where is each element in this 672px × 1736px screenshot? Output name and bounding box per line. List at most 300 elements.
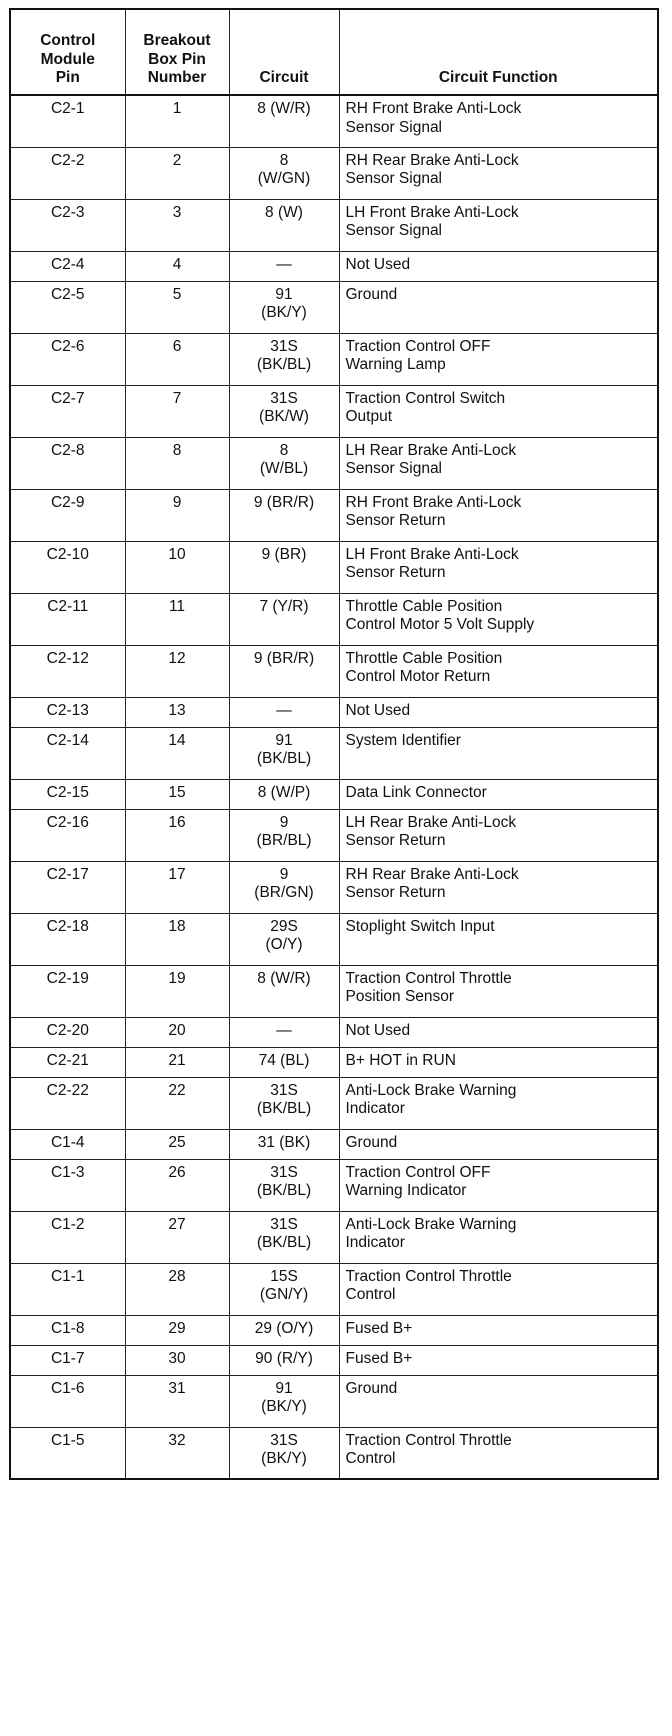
cell-breakout-box-pin-text: 16 [168,813,186,831]
cell-circuit-function-text: Sensor Signal [345,170,443,188]
cell-circuit-text: (BK/BL) [256,1100,312,1118]
cell-circuit-text: 8 (W/P) [257,783,311,801]
cell-control-module-pin-text: C2-22 [46,1081,89,1099]
cell-breakout-box-pin-text: 22 [168,1081,186,1099]
cell-circuit-function-text: Traction Control Throttle [345,969,512,987]
cell-control-module-pin-text: C1-8 [50,1319,85,1337]
cell-circuit-text: 31S [270,1431,298,1449]
cell-control-module-pin-text: C1-6 [50,1379,85,1397]
header-control-module-pin: Control Module Pin [10,9,125,95]
cell-circuit-function-text: Sensor Signal [345,460,443,478]
cell-control-module-pin [10,1077,125,1129]
cell-circuit [229,147,339,199]
cell-circuit [229,645,339,697]
cell-breakout-box-pin [125,1315,229,1345]
table-row [10,147,658,199]
cell-breakout-box-pin-text: 2 [172,151,182,169]
cell-circuit-function-text: RH Front Brake Anti-Lock [345,493,522,511]
cell-circuit [229,333,339,385]
cell-circuit-function-text: Traction Control Switch [345,389,506,407]
cell-control-module-pin-text: C2-12 [46,649,89,667]
header-row [10,9,658,95]
cell-control-module-pin [10,593,125,645]
cell-circuit [229,727,339,779]
cell-circuit-function [339,861,658,913]
cell-circuit-function-text: RH Front Brake Anti-Lock [345,100,522,117]
cell-control-module-pin [10,965,125,1017]
cell-breakout-box-pin-text: 10 [168,545,186,563]
table-row [10,437,658,489]
cell-control-module-pin-text: C2-10 [46,545,89,563]
cell-breakout-box-pin-text: 13 [168,701,186,719]
cell-circuit-function-text: Ground [345,1133,398,1151]
cell-circuit-text: (BK/BL) [256,356,312,374]
cell-circuit-function-text: Traction Control Throttle [345,1267,512,1285]
cell-control-module-pin-text: C2-2 [50,151,85,169]
cell-control-module-pin [10,1427,125,1479]
cell-circuit-text: — [276,701,292,719]
cell-circuit [229,385,339,437]
cell-breakout-box-pin [125,251,229,281]
cell-circuit-function-text: Sensor Signal [345,222,443,240]
cell-circuit [229,281,339,333]
cell-circuit-text: 31S [270,337,298,355]
header-breakout-box-pin: Breakout Box Pin Number [125,9,229,95]
cell-control-module-pin [10,1129,125,1159]
cell-breakout-box-pin-text: 3 [172,203,182,221]
cell-circuit-function-text: Traction Control Throttle [345,1431,512,1449]
cell-circuit-function [339,697,658,727]
cell-breakout-box-pin-text: 12 [168,649,186,667]
table-row [10,1017,658,1047]
cell-circuit-text: 31S [270,389,298,407]
cell-circuit-text: — [276,1021,292,1039]
cell-breakout-box-pin-text: 1 [172,100,182,117]
cell-circuit-text: 8 (W) [265,203,303,221]
cell-circuit-text: 31 (BK) [257,1133,311,1151]
cell-circuit-text: 9 (BR/R) [253,649,315,667]
cell-circuit-function [339,147,658,199]
cell-breakout-box-pin-text: 30 [168,1349,186,1367]
cell-circuit-text: 29 (O/Y) [254,1319,314,1337]
cell-circuit [229,1077,339,1129]
cell-circuit-function-text: Fused B+ [345,1349,413,1367]
cell-breakout-box-pin [125,913,229,965]
cell-circuit-function-text: LH Rear Brake Anti-Lock [345,441,517,459]
cell-breakout-box-pin-text: 29 [168,1319,186,1337]
cell-circuit [229,1159,339,1211]
table-row [10,1315,658,1345]
cell-breakout-box-pin-text: 32 [168,1431,186,1449]
cell-circuit-function-text: Sensor Return [345,512,446,530]
cell-circuit-text: (GN/Y) [259,1286,309,1304]
cell-circuit-text: (BK/BL) [256,750,312,768]
cell-circuit [229,809,339,861]
cell-circuit-function [339,251,658,281]
cell-control-module-pin-text: C2-19 [46,969,89,987]
cell-control-module-pin [10,1375,125,1427]
cell-circuit-function [339,281,658,333]
cell-control-module-pin-text: C2-5 [50,285,85,303]
cell-control-module-pin [10,645,125,697]
cell-circuit [229,199,339,251]
cell-circuit-function-text: Ground [345,1379,398,1397]
cell-circuit-text: 8 [279,151,289,169]
cell-circuit-text: (BK/Y) [261,1398,307,1416]
cell-control-module-pin-text: C1-3 [50,1163,85,1181]
table-row [10,281,658,333]
cell-breakout-box-pin [125,1077,229,1129]
cell-control-module-pin-text: C2-4 [50,255,85,273]
cell-circuit-text: (BK/BL) [256,1234,312,1252]
cell-breakout-box-pin [125,697,229,727]
cell-circuit-function-text: Control [345,1450,396,1468]
cell-circuit-function [339,541,658,593]
cell-breakout-box-pin-text: 7 [172,389,182,407]
cell-control-module-pin [10,251,125,281]
cell-circuit [229,1047,339,1077]
cell-breakout-box-pin [125,541,229,593]
cell-circuit-function-text: B+ HOT in RUN [345,1051,456,1069]
cell-circuit [229,437,339,489]
cell-control-module-pin-text: C2-8 [50,441,85,459]
cell-control-module-pin [10,697,125,727]
cell-circuit-function-text: Output [345,408,393,426]
cell-circuit [229,1129,339,1159]
cell-circuit [229,1375,339,1427]
cell-circuit [229,779,339,809]
cell-control-module-pin-text: C2-18 [46,917,89,935]
cell-control-module-pin [10,727,125,779]
cell-breakout-box-pin [125,1017,229,1047]
cell-circuit-function-text: Indicator [345,1234,405,1252]
table-row [10,593,658,645]
cell-circuit-function [339,199,658,251]
cell-breakout-box-pin [125,147,229,199]
header-circuit-function: Circuit Function [339,9,658,95]
cell-control-module-pin [10,385,125,437]
cell-circuit-function [339,1047,658,1077]
table-row [10,727,658,779]
cell-breakout-box-pin-text: 5 [172,285,182,303]
cell-circuit-function-text: Indicator [345,1100,405,1118]
cell-circuit-text: — [276,255,292,273]
cell-circuit-text: 8 [279,441,289,459]
cell-control-module-pin [10,437,125,489]
cell-circuit-function [339,593,658,645]
cell-breakout-box-pin [125,1211,229,1263]
cell-circuit [229,913,339,965]
cell-breakout-box-pin [125,489,229,541]
cell-circuit-function-text: Ground [345,285,398,303]
pin-chart [9,8,657,1480]
cell-circuit-function [339,1263,658,1315]
cell-circuit-function [339,779,658,809]
cell-control-module-pin [10,95,125,147]
table-row [10,809,658,861]
cell-circuit [229,1017,339,1047]
cell-breakout-box-pin-text: 19 [168,969,186,987]
cell-breakout-box-pin-text: 26 [168,1163,186,1181]
cell-control-module-pin [10,1047,125,1077]
table-row [10,541,658,593]
table-row [10,1159,658,1211]
table-row [10,489,658,541]
cell-breakout-box-pin-text: 8 [172,441,182,459]
cell-circuit-function-text: RH Rear Brake Anti-Lock [345,865,519,883]
cell-circuit-text: (BR/BL) [256,832,312,850]
cell-circuit-text: 7 (Y/R) [259,597,309,615]
cell-circuit-text: (W/GN) [257,170,311,188]
cell-control-module-pin-text: C2-16 [46,813,89,831]
cell-circuit-text: 9 (BR) [261,545,307,563]
cell-control-module-pin [10,809,125,861]
cell-breakout-box-pin [125,333,229,385]
cell-breakout-box-pin [125,861,229,913]
cell-circuit-function [339,645,658,697]
cell-circuit-function-text: LH Front Brake Anti-Lock [345,545,519,563]
cell-control-module-pin-text: C2-20 [46,1021,89,1039]
cell-circuit-function-text: Warning Indicator [345,1182,467,1200]
cell-circuit-function-text: RH Rear Brake Anti-Lock [345,151,519,169]
cell-breakout-box-pin [125,95,229,147]
table-row [10,965,658,1017]
cell-circuit-function-text: Control Motor Return [345,668,491,686]
cell-control-module-pin [10,1315,125,1345]
cell-circuit-function-text: Not Used [345,255,411,273]
cell-circuit [229,861,339,913]
cell-breakout-box-pin [125,1263,229,1315]
cell-circuit-text: 91 [275,1379,293,1397]
cell-breakout-box-pin [125,1427,229,1479]
cell-control-module-pin [10,199,125,251]
cell-circuit-function-text: Sensor Return [345,884,446,902]
cell-circuit-text: 31S [270,1081,298,1099]
cell-control-module-pin-text: C2-13 [46,701,89,719]
cell-control-module-pin [10,913,125,965]
cell-breakout-box-pin-text: 27 [168,1215,186,1233]
table-row [10,251,658,281]
cell-breakout-box-pin-text: 9 [172,493,182,511]
cell-control-module-pin-text: C2-6 [50,337,85,355]
cell-breakout-box-pin-text: 15 [168,783,186,801]
table-row [10,1129,658,1159]
cell-circuit-function [339,809,658,861]
cell-control-module-pin-text: C2-7 [50,389,85,407]
cell-circuit-text: 9 (BR/R) [253,493,315,511]
cell-circuit-function [339,489,658,541]
cell-breakout-box-pin [125,593,229,645]
cell-circuit-text: (W/BL) [259,460,309,478]
cell-breakout-box-pin [125,437,229,489]
cell-control-module-pin [10,1263,125,1315]
cell-circuit-function [339,1315,658,1345]
cell-control-module-pin-text: C2-1 [50,100,85,117]
cell-circuit-function [339,1427,658,1479]
cell-circuit-text: 74 (BL) [258,1051,310,1069]
cell-circuit-function-text: Anti-Lock Brake Warning [345,1215,517,1233]
table-row [10,333,658,385]
cell-control-module-pin-text: C2-11 [47,597,89,615]
cell-breakout-box-pin [125,281,229,333]
table-row [10,913,658,965]
cell-breakout-box-pin [125,809,229,861]
cell-control-module-pin [10,541,125,593]
cell-control-module-pin [10,489,125,541]
cell-breakout-box-pin-text: 17 [168,865,186,883]
cell-circuit-function-text: Control [345,1286,396,1304]
cell-circuit [229,251,339,281]
cell-circuit-function [339,1159,658,1211]
cell-circuit-text: (BR/GN) [254,884,314,902]
cell-control-module-pin [10,861,125,913]
cell-control-module-pin-text: C2-15 [46,783,89,801]
cell-circuit [229,1315,339,1345]
cell-breakout-box-pin-text: 11 [168,597,186,615]
cell-circuit-function-text: Sensor Signal [345,118,443,136]
cell-circuit [229,1427,339,1479]
cell-circuit-function-text: Data Link Connector [345,783,487,801]
cell-breakout-box-pin-text: 28 [168,1267,186,1285]
cell-circuit-text: (BK/W) [259,408,309,426]
cell-breakout-box-pin [125,1375,229,1427]
cell-circuit-function [339,727,658,779]
cell-breakout-box-pin [125,779,229,809]
cell-circuit-function-text: Traction Control OFF [345,1163,491,1181]
cell-circuit-function-text: LH Front Brake Anti-Lock [345,203,519,221]
table-row [10,385,658,437]
cell-circuit-text: 8 (W/R) [257,100,311,117]
cell-circuit-text: (BK/Y) [261,1450,307,1468]
cell-circuit-function [339,1345,658,1375]
cell-circuit-text: (BK/Y) [261,304,307,322]
cell-control-module-pin-text: C1-4 [50,1133,85,1151]
cell-circuit [229,541,339,593]
cell-breakout-box-pin [125,727,229,779]
cell-circuit-text: 31S [270,1215,298,1233]
cell-control-module-pin [10,333,125,385]
cell-circuit-text: 91 [275,731,293,749]
cell-circuit-text: 8 (W/R) [257,969,311,987]
cell-circuit-function-text: Not Used [345,701,411,719]
cell-circuit [229,1263,339,1315]
cell-breakout-box-pin [125,1159,229,1211]
cell-circuit [229,965,339,1017]
cell-breakout-box-pin-text: 20 [168,1021,186,1039]
cell-breakout-box-pin [125,645,229,697]
cell-circuit-text: (O/Y) [265,936,303,954]
cell-circuit-function [339,913,658,965]
cell-circuit-function [339,95,658,147]
cell-circuit [229,95,339,147]
cell-control-module-pin-text: C1-2 [50,1215,85,1233]
cell-control-module-pin-text: C2-17 [46,865,89,883]
cell-breakout-box-pin-text: 25 [168,1133,186,1151]
cell-circuit-function-text: LH Rear Brake Anti-Lock [345,813,517,831]
cell-circuit-function-text: System Identifier [345,731,461,749]
cell-circuit-text: 29S [270,917,298,935]
table-row [10,1345,658,1375]
table-row [10,779,658,809]
cell-circuit-function [339,333,658,385]
cell-circuit-text: 15S [270,1267,298,1285]
cell-control-module-pin-text: C2-14 [46,731,89,749]
cell-circuit-function-text: Anti-Lock Brake Warning [345,1081,517,1099]
cell-circuit-function [339,437,658,489]
cell-circuit-function-text: Sensor Return [345,564,446,582]
cell-circuit-function [339,1077,658,1129]
cell-circuit-function [339,965,658,1017]
cell-breakout-box-pin [125,1129,229,1159]
cell-circuit-function [339,1017,658,1047]
cell-circuit-text: 9 [279,865,289,883]
cell-control-module-pin [10,1345,125,1375]
table-row [10,1077,658,1129]
cell-circuit-function-text: Stoplight Switch Input [345,917,495,935]
cell-circuit-function-text: Position Sensor [345,988,455,1006]
table-row [10,199,658,251]
table-row [10,1427,658,1479]
cell-circuit-function [339,1129,658,1159]
cell-circuit-text: (BK/BL) [256,1182,312,1200]
cell-breakout-box-pin-text: 14 [168,731,186,749]
cell-control-module-pin-text: C2-3 [50,203,85,221]
table-row [10,1263,658,1315]
cell-control-module-pin [10,1017,125,1047]
cell-circuit-function-text: Throttle Cable Position [345,649,503,667]
cell-control-module-pin [10,1211,125,1263]
table-row [10,1047,658,1077]
cell-circuit-function-text: Throttle Cable Position [345,597,503,615]
table-row [10,1375,658,1427]
cell-circuit-function-text: Warning Lamp [345,356,446,374]
cell-circuit [229,489,339,541]
cell-circuit [229,1345,339,1375]
table-row [10,645,658,697]
cell-breakout-box-pin [125,965,229,1017]
cell-control-module-pin [10,779,125,809]
cell-control-module-pin-text: C1-7 [50,1349,85,1367]
cell-breakout-box-pin [125,385,229,437]
table-row [10,861,658,913]
cell-breakout-box-pin-text: 31 [168,1379,186,1397]
cell-breakout-box-pin-text: 6 [172,337,182,355]
cell-control-module-pin-text: C1-5 [50,1431,85,1449]
cell-control-module-pin-text: C1-1 [50,1267,85,1285]
cell-breakout-box-pin [125,1047,229,1077]
cell-breakout-box-pin-text: 21 [168,1051,186,1069]
cell-breakout-box-pin-text: 4 [172,255,182,273]
cell-circuit-text: 31S [270,1163,298,1181]
cell-circuit-function-text: Sensor Return [345,832,446,850]
cell-circuit-function-text: Fused B+ [345,1319,413,1337]
cell-circuit [229,697,339,727]
cell-circuit-text: 90 (R/Y) [255,1349,313,1367]
table-row [10,697,658,727]
table-row [10,1211,658,1263]
table-row [10,95,658,147]
header-circuit: Circuit [229,9,339,95]
table-body [10,95,658,1479]
cell-circuit [229,593,339,645]
cell-circuit-function [339,385,658,437]
cell-circuit-function [339,1211,658,1263]
cell-breakout-box-pin-text: 18 [168,917,186,935]
cell-control-module-pin [10,1159,125,1211]
cell-breakout-box-pin [125,199,229,251]
cell-circuit-text: 9 [279,813,289,831]
cell-circuit-function-text: Control Motor 5 Volt Supply [345,616,535,634]
